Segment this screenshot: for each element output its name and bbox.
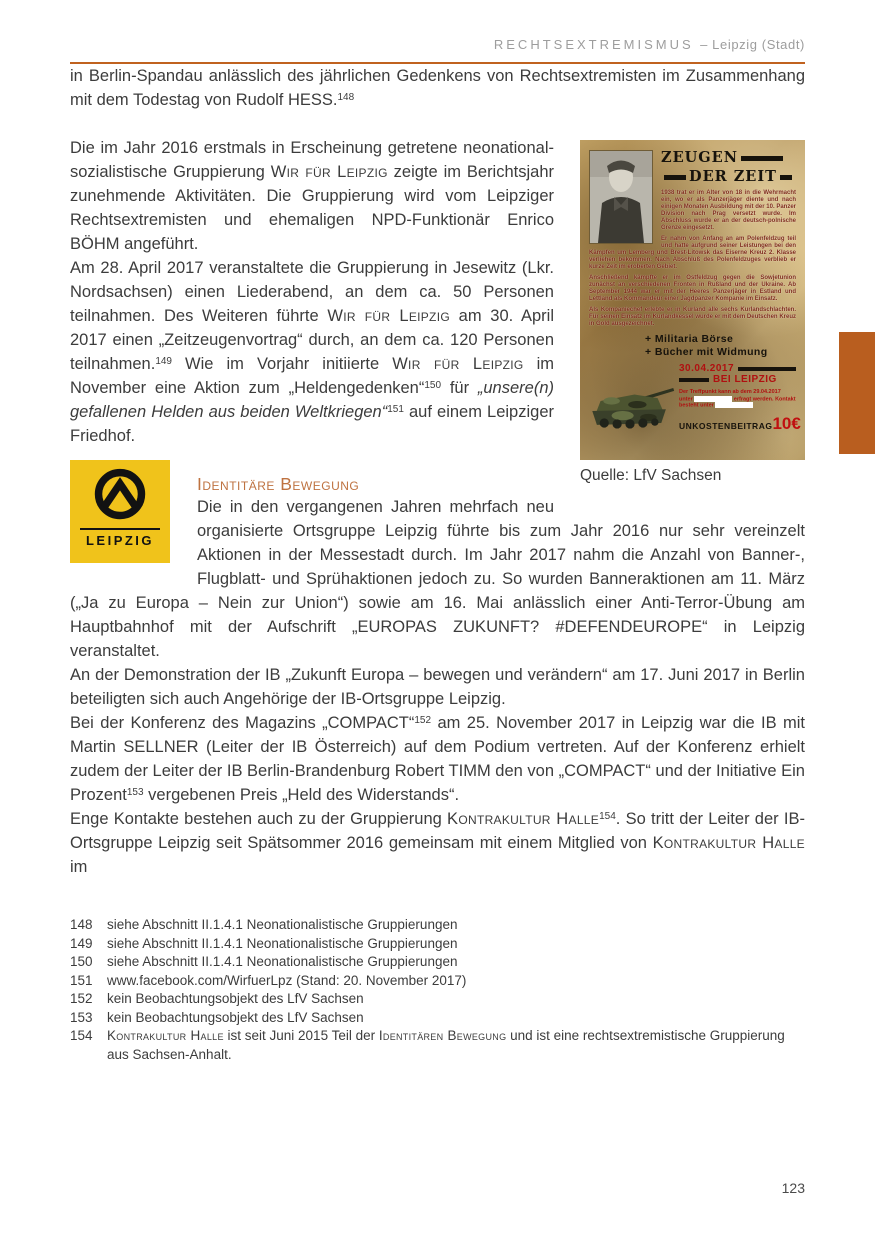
poster-body-paragraph: Als Kompaniechef erlebte er in Kurland alle sechs Kurlandschlachten. Für seinen Einsatz im Kurlandkessel wurde er mit dem Deutschen Kreuz in Gold ausgezeichnet. <box>589 307 796 327</box>
footnote-row <box>70 990 805 1009</box>
poster-body-paragraph: Anschließend kämpfte er im Ostfeldzug gegen die Sowjetunion zunächst an verschiedenen Fronten in Rußland und der Ukraine. Ab September 1944 war er mit der Heeres Panzerjäger in Estland und Lettland als Kommandeur einer Jagdpanzer Kompanie im Einsatz. <box>589 275 796 302</box>
tank-image <box>584 380 676 432</box>
footnote-text: siehe Abschnitt II.1.4.1 Neonationalistische Gruppierungen <box>107 954 458 969</box>
title-bar <box>664 175 686 180</box>
paragraph-ortsgruppe: Die in den vergangenen Jahren mehrfach neu organisierte Ortsgruppe Leipzig führte bis zum Jahr 2016 nur sehr vereinzelt Aktionen in der Messestadt durch. Im Jahr 2017 nahm die Anzahl von Banner-, Flugblatt- und Sprühaktionen jedoch zu. So wurden Banneraktionen am 11. März („Ja zu Europa – Nein zur Union“) sowie am 16. Mai anlässlich einer Anti-Terror-Übung am Hauptbahnhof mit der Aufschrift „EUROPAS ZUKUNFT? #DEFENDEUROPE“ in Leipzig veranstaltet. <box>70 498 805 660</box>
footnote-text: siehe Abschnitt II.1.4.1 Neonationalistische Gruppierungen <box>107 917 458 932</box>
zeugen-der-zeit-poster <box>580 140 805 460</box>
paragraph-compact: Bei der Konferenz des Magazins „COMPACT“$^{152}$ am 25. November 2017 in Leipzig war die IB mit Martin SELLNER (Leiter der IB Österreich) auf dem Podium vertreten. Auf der Konferenz erhielt zudem der Leiter der IB Berlin-Brandenburg Robert TIMM den von „COMPACT“ und der Initiative Ein Prozent$^{153}$ vergebenen Preis „Held des Widerstands“. <box>70 714 805 804</box>
date-bar <box>738 367 796 371</box>
footnote-text: kein Beobachtungsobjekt des LfV Sachsen <box>107 1009 364 1025</box>
footnote-row <box>70 916 805 935</box>
redaction-box <box>694 396 732 402</box>
soldier-photo <box>589 150 653 244</box>
logo-divider <box>80 528 160 530</box>
poster-fee-label: UNKOSTENBEITRAG <box>679 421 773 432</box>
poster-note <box>679 389 796 409</box>
poster-fee-row <box>679 414 801 434</box>
footnote-row <box>70 953 805 972</box>
poster-body-paragraph: 1938 trat er im Alter von 18 in die Wehrmacht ein, wo er als Panzerjäger diente und nach einigen Monaten Ausbildung mit der 10. Panzer Division nach Prag versetzt wurde. Im Abschluss wurde er an der deutsch-polnische Grenze eingesetzt. <box>661 190 796 231</box>
poster-figure <box>580 140 805 485</box>
paragraph-wir-fuer-leipzig: Die im Jahr 2016 erstmals in Erscheinung getretene neonationalsozialistische Gruppierung Wir für Leipzig zeigte im Berichtsjahr zunehmende Aktivitäten. Die Gruppierung wird vom Leipziger Rechtsextremisten und ehemaligen NPD-Funktionär Enrico BÖHM angeführt. <box>70 139 554 253</box>
paragraph-hess: in Berlin-Spandau anlässlich des jährlichen Gedenkens von Rechtsextremisten im Zusammenhang mit dem Todestag von Rudolf HESS.$^{148}$ <box>70 67 805 109</box>
paragraph-jesewitz: Am 28. April 2017 veranstaltete die Gruppierung in Jesewitz (Lkr. Nordsachsen) einen Liederabend, an dem ca. 50 Personen teilnahmen. Des Weiteren führte Wir für Leipzig am 30. April 2017 einen „Zeitzeugenvortrag“ durch, an dem ca. 120 Personen teilnahmen.$^{149}$ Wie im Vorjahr initiierte Wir für Leipzig im November eine Aktion zum „Heldengedenken“$^{150}$ für „unsere(n) gefallenen Helden aus beiden Weltkriegen“$^{151}$ auf einem Leipziger Friedhof. <box>70 259 554 445</box>
redaction-box <box>715 402 753 408</box>
poster-fee-amount: 10€ <box>772 414 801 434</box>
footnote-text: www.facebook.com/WirfuerLpz (Stand: 20. November 2017) <box>107 972 467 988</box>
header-location: – Leipzig (Stadt) <box>700 37 805 52</box>
poster-note-text: Der Treffpunkt kann ab dem 29.04.2017 unter <box>679 389 781 402</box>
footnote-row <box>70 1027 805 1064</box>
poster-title-line1: ZEUGEN <box>661 149 738 166</box>
header-section-title: RECHTSEXTREMISMUS <box>493 37 694 52</box>
ib-leipzig-logo <box>70 460 170 563</box>
footnote-text: kein Beobachtungsobjekt des LfV Sachsen <box>107 991 364 1006</box>
poster-title-line2: DER ZEIT <box>689 168 777 185</box>
logo-wordmark: LEIPZIG <box>85 533 155 548</box>
poster-body-paragraph: Er nahm von Anfang an am Polenfeldzug teil und hatte aufgrund seiner Leistungen bei den Kämpfen um Lemberg und Brest-Litowsk das Eiserne Kreuz 2. Klasse verliehen bekommen. Nach Abschluß des Polenfeldzuges verblieb er kurze Zeit im eroberten Gebiet. <box>589 236 796 270</box>
poster-bullet-militaria: + Militaria Börse <box>645 333 734 345</box>
paragraph-demonstration: An der Demonstration der IB „Zukunft Europa – bewegen und verändern“ am 17. Juni 2017 in Berlin beteiligten sich auch Angehörige der IB-Ortsgruppe Leipzig. <box>70 666 805 708</box>
page-number: 123 <box>781 1180 805 1196</box>
content-flow <box>70 136 805 879</box>
lambda-circle-icon <box>92 467 148 523</box>
poster-bullets <box>645 333 796 359</box>
footnote-number: 154 <box>70 1028 93 1043</box>
footnote-row <box>70 935 805 954</box>
title-bar <box>741 156 783 161</box>
paragraph-kontrakultur: Enge Kontakte bestehen auch zu der Gruppierung Kontrakultur Halle$^{154}$. So tritt der Leiter der IB-Ortsgruppe Leipzig seit Spätsommer 2016 gemeinsam mit einem Mitglied von Kontrakultur Halle im <box>70 810 805 876</box>
poster-date-row <box>679 363 796 374</box>
footnote-row <box>70 972 805 991</box>
footnote-number: 152 <box>70 991 93 1006</box>
tank-icon <box>584 380 676 432</box>
poster-caption: Quelle: LfV Sachsen <box>580 467 722 484</box>
running-header <box>70 0 805 54</box>
title-bar <box>780 175 792 180</box>
date-bar <box>679 378 709 382</box>
soldier-silhouette-icon <box>590 151 652 243</box>
footnote-number: 149 <box>70 935 93 951</box>
footnote-text: siehe Abschnitt II.1.4.1 Neonationalistische Gruppierungen <box>107 935 458 951</box>
footnote-number: 151 <box>70 972 93 988</box>
poster-event-info <box>676 363 801 434</box>
footnote-text: Kontrakultur Halle ist seit Juni 2015 Teil der Identitären Bewegung und ist eine rechtsextremistische Gruppierung aus Sachsen-Anhalt. <box>107 1028 785 1062</box>
chapter-side-tab <box>839 332 875 454</box>
footnotes <box>70 916 805 1064</box>
footnote-number: 153 <box>70 1009 93 1025</box>
footnote-number: 150 <box>70 954 93 969</box>
poster-bottom <box>589 363 801 434</box>
section-heading-identitaere-bewegung: Identitäre Bewegung <box>197 474 360 494</box>
footnote-row <box>70 1009 805 1028</box>
poster-note-text: erfragt werden. Kontakt besteht unter <box>679 395 796 409</box>
poster-location: BEI LEIPZIG <box>713 374 777 385</box>
footnote-number: 148 <box>70 917 93 932</box>
poster-location-row <box>679 374 796 385</box>
poster-date: 30.04.2017 <box>679 363 735 374</box>
poster-bullet-buecher: + Bücher mit Widmung <box>645 346 768 358</box>
